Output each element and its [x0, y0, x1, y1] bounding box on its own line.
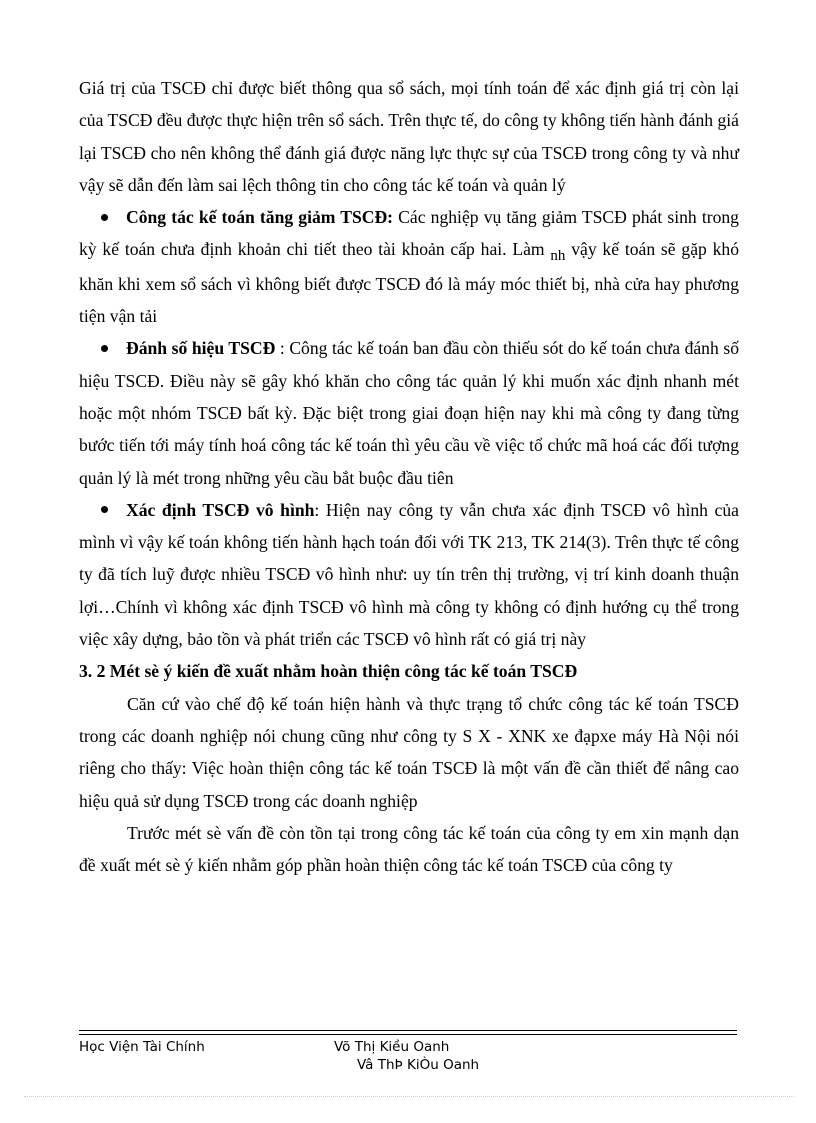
bullet-subscript: nh	[550, 248, 566, 265]
bullet-item-vo-hinh	[79, 494, 739, 655]
paragraph-de-xuat: Trước mét sè vấn đề còn tồn tại trong công tác kế toán của công ty em xin mạnh dạn đề xuất mét sè ý kiến nhằm góp phần hoàn thiện công tác kế toán TSCĐ của công ty	[79, 822, 739, 876]
footer-divider-thin	[79, 1034, 737, 1035]
footer-author-alt: Vâ ThÞ KiÒu Oanh	[357, 1057, 480, 1073]
bullet-icon	[101, 214, 108, 221]
page-bottom-dotted-line	[24, 1096, 794, 1097]
bullet-title: Xác định TSCĐ vô hình	[126, 499, 315, 520]
bullet-icon	[101, 506, 108, 513]
bullet-title: Công tác kế toán tăng giảm TSCĐ:	[126, 207, 394, 228]
bullet-icon	[101, 345, 108, 352]
paragraph-can-cu: Căn cứ vào chế độ kế toán hiện hành và thực trạng tổ chức công tác kế toán TSCĐ trong các doanh nghiệp nói chung cũng như công ty S X - XNK xe đạpxe máy Hà Nội nói riêng cho thấy: Việc hoàn thiện công tác kế toán TSCĐ là một vấn đề cần thiết để nâng cao hiệu quả sử dụng TSCĐ trong các doanh nghiệp	[79, 693, 739, 811]
document-body	[79, 72, 739, 881]
footer-divider	[79, 1030, 737, 1031]
paragraph-intro: Giá trị của TSCĐ chỉ được biết thông qua sổ sách, mọi tính toán để xác định giá trị còn lại của TSCĐ đều được thực hiện trên sổ sách. Trên thực tế, do công ty không tiến hành đánh giá lại TSCĐ cho nên không thể đánh giá được năng lực thực sự của TSCĐ trong công ty và như vậy sẽ dẫn đến làm sai lệch thông tin cho công tác kế toán và quản lý	[79, 78, 739, 195]
bullet-item-so-hieu	[79, 332, 739, 493]
bullet-item-tang-giam	[79, 201, 739, 332]
bullet-text: : Công tác kế toán ban đầu còn thiếu sót do kế toán chưa đánh số hiệu TSCĐ. Điều này sẽ gây khó khăn cho công tác quản lý khi muốn xác định nhanh mét hoặc một nhóm TSCĐ bất kỳ. Đặc biệt trong giai đoạn hiện nay khi mà công ty đang từng bước tiến tới máy tính hoá công tác kế toán thì yêu cầu về việc tổ chức mã hoá các đối tượng quản lý là mét trong những yêu cầu bắt buộc đầu tiên	[79, 338, 739, 488]
footer-author: Võ Thị Kiều Oanh	[334, 1039, 450, 1055]
bullet-text-cont: vậy kế toán sẽ gặp khó khăn khi xem sổ sách vì không biết được TSCĐ đó là máy móc thiết bị, nhà cửa hay phương tiện vận tải	[79, 239, 739, 327]
footer-school: Học Viện Tài Chính	[79, 1039, 205, 1055]
bullet-text: Các nghiệp vụ tăng giảm TSCĐ phát sinh trong kỳ kế toán chưa định khoản chi tiết theo tài khoản cấp hai. Làm	[79, 207, 739, 260]
section-heading: 3. 2 Mét sè ý kiến đề xuất nhằm hoàn thiện công tác kế toán TSCĐ	[79, 661, 578, 682]
bullet-title: Đánh số hiệu TSCĐ	[126, 338, 276, 359]
bullet-text: : Hiện nay công ty vẫn chưa xác định TSCĐ vô hình của mình vì vậy kế toán không tiến hành hạch toán đối với TK 213, TK 214(3). Trên thực tế công ty đã tích luỹ được nhiều TSCĐ vô hình như: uy tín trên thị trường, vị trí kinh doanh thuận lợi…Chính vì không xác định TSCĐ vô hình mà công ty không có định hướng cụ thể trong việc xây dựng, bảo tồn và phát triển các TSCĐ vô hình rất có giá trị này	[79, 499, 739, 650]
